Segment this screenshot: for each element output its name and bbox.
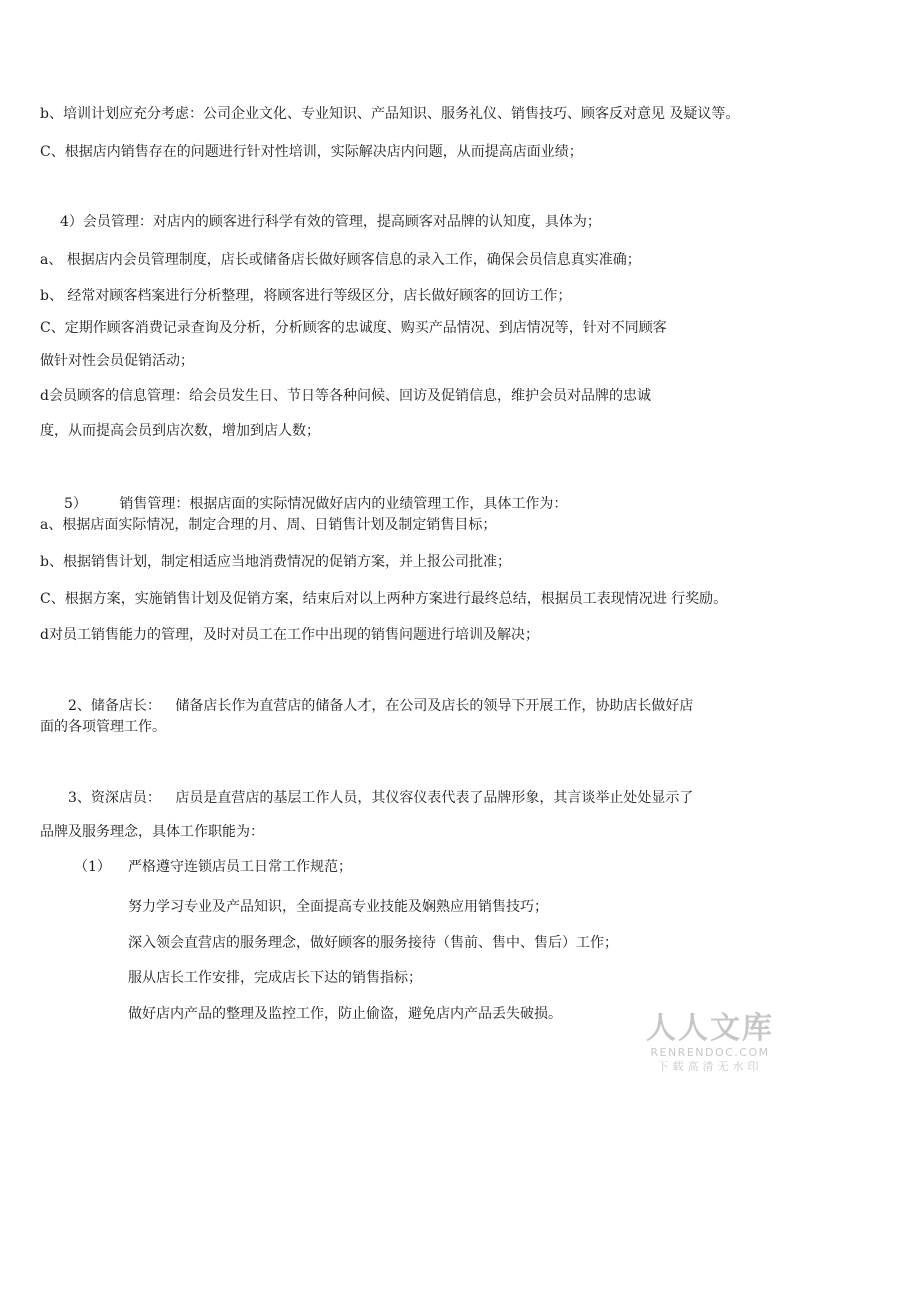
watermark-title: 人人文库 [646,1011,774,1046]
duty-item: 做好店内产品的整理及监控工作，防止偷盗，避免店内产品丢失破损。 [128,1006,562,1022]
watermark-domain: RENRENDOC.COM [650,1046,770,1059]
sales-heading-text: 销售管理：根据店面的实际情况做好店内的业绩管理工作，具体工作为： [119,496,568,512]
member-item-d-line1: d会员顾客的信息管理：给会员发生日、节日等各种问候、回访及促销信息，维护会员对品牌的忠诚 [40,388,651,404]
sales-item-d: d对员工销售能力的管理，及时对员工在工作中出现的销售问题进行培训及解决； [40,627,539,643]
member-item-d-line2: 度，从而提高会员到店次数，增加到店人数； [40,423,320,439]
sales-heading [64,494,567,514]
training-item-b: b、培训计划应充分考虑：公司企业文化、专业知识、产品知识、服务礼仪、销售技巧、顾客反对意见 及疑议等。 [40,106,740,122]
member-heading: 4）会员管理：对店内的顾客进行科学有效的管理，提高顾客对品牌的认知度，具体为； [60,214,601,230]
member-item-c-line2: 做针对性会员促销活动； [40,353,194,369]
senior-clerk-line1 [68,788,693,808]
watermark-subtitle: 下载高清无水印 [657,1060,763,1073]
sales-item-b: b、根据销售计划，制定相适应当地消费情况的促销方案，并上报公司批准； [40,554,511,570]
member-item-c-line1: C、定期作顾客消费记录查询及分析，分析顾客的忠诚度、购买产品情况、到店情况等，针对不同顾客 [40,320,667,336]
senior-clerk-line2: 品牌及服务理念，具体工作职能为： [40,824,264,840]
reserve-manager-text: 储备店长作为直营店的储备人才，在公司及店长的领导下开展工作，协助店长做好店 [175,698,694,714]
senior-clerk-label: 3、资深店员： [68,790,161,806]
training-item-c: C、根据店内销售存在的问题进行针对性培训，实际解决店内问题，从而提高店面业绩； [40,144,583,160]
duty-item: 深入领会直营店的服务理念，做好顾客的服务接待（售前、售中、售后）工作； [128,935,618,951]
sales-item-a: a、根据店面实际情况，制定合理的月、周、日销售计划及制定销售目标； [40,517,497,533]
duty-item: 努力学习专业及产品知识，全面提高专业技能及娴熟应用销售技巧； [128,899,548,915]
member-item-a: a、 根据店内会员管理制度，店长或储备店长做好顾客信息的录入工作，确保会员信息真实准确； [40,252,641,268]
reserve-manager-label: 2、储备店长： [68,698,161,714]
reserve-manager-line1 [68,696,693,716]
duty-item: 严格遵守连锁店员工日常工作规范； [128,859,352,875]
duty-item-number: （1） [74,859,111,875]
duty-item: 服从店长工作安排，完成店长下达的销售指标； [128,970,422,986]
reserve-manager-line2: 面的各项管理工作。 [40,719,166,735]
watermark-logo [646,1012,774,1074]
sales-number: 5） [64,496,87,512]
member-item-b: b、 经常对顾客档案进行分析整理，将顾客进行等级区分，店长做好顾客的回访工作； [40,288,572,304]
senior-clerk-text: 店员是直营店的基层工作人员，其仪容仪表代表了品牌形象，其言谈举止处处显示了 [175,790,694,806]
sales-item-c: C、根据方案，实施销售计划及促销方案，结束后对以上两种方案进行最终总结，根据员工表现情况进 行奖励。 [40,591,728,607]
